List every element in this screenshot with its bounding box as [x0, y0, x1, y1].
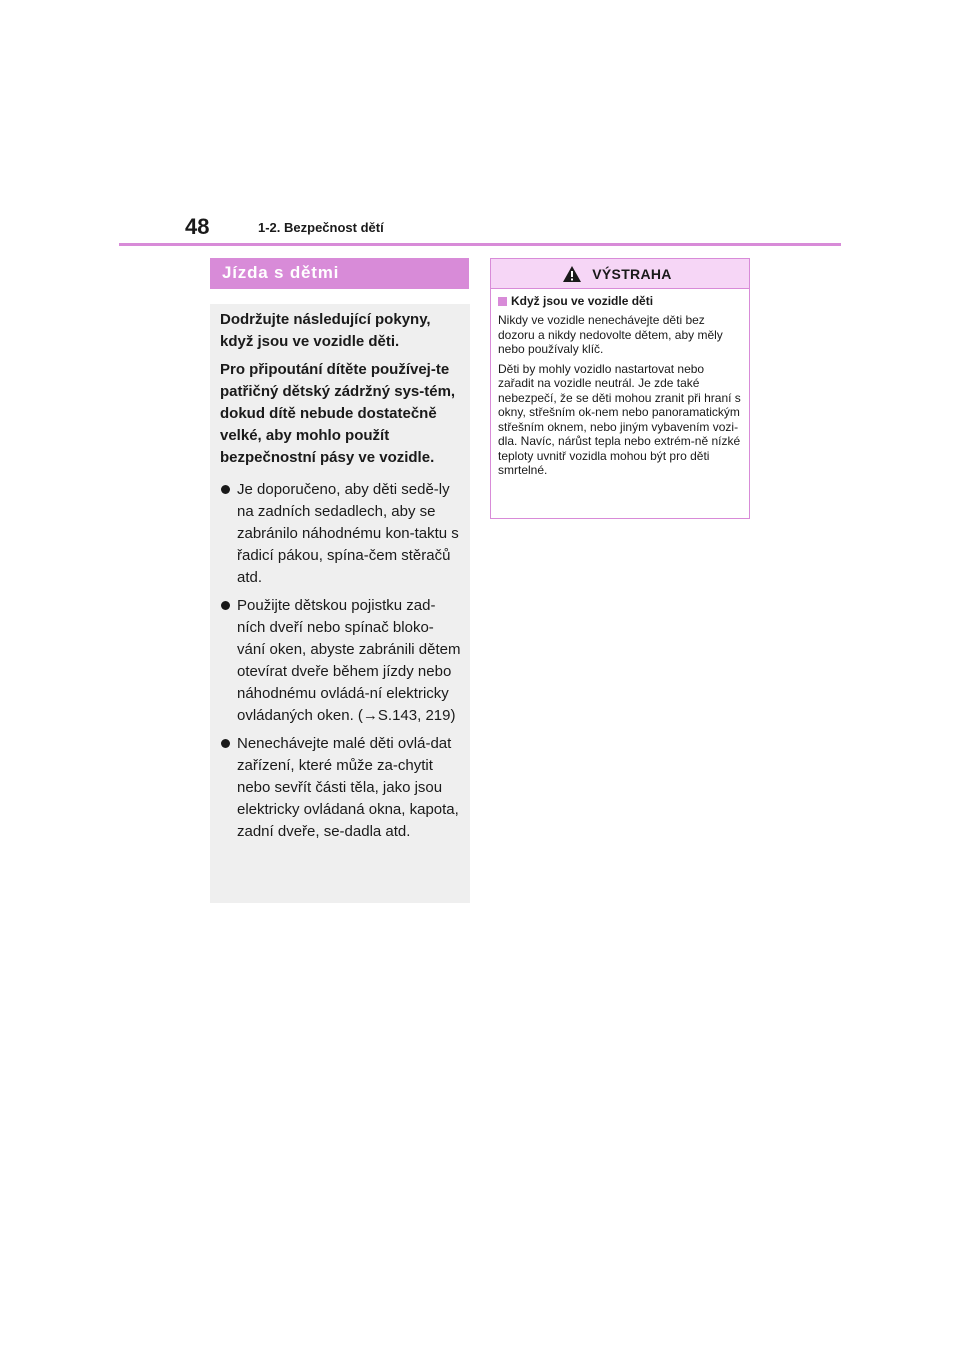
header-divider: [119, 243, 841, 246]
content-box: [210, 304, 470, 903]
list-item: [220, 479, 462, 589]
page-number: 48: [185, 214, 210, 239]
bullet-dot-icon: [221, 739, 230, 748]
warning-triangle-icon: [562, 265, 582, 283]
list-item-text: Nenechávejte malé děti ovlá-dat zařízení, které může za-chytit nebo sevřít části těla, jako jsou elektricky ovládaná okna, kapota, zadní dveře, se-dadla atd.: [237, 735, 459, 840]
main-section: [210, 258, 469, 903]
warning-subheading-text: Když jsou ve vozidle děti: [511, 294, 654, 308]
warning-paragraph: Nikdy ve vozidle nenechávejte děti bez dozoru a nikdy nedovolte dětem, aby měly nebo používaly klíč.: [498, 313, 723, 356]
bullet-dot-icon: [221, 601, 230, 610]
intro-text: [220, 309, 462, 469]
section-title: Jízda s dětmi: [210, 258, 469, 289]
intro-paragraph: Dodržujte následující pokyny, když jsou ve vozidle děti.: [220, 311, 431, 350]
warning-body: [491, 289, 749, 489]
square-bullet-icon: [498, 297, 507, 306]
list-item-text: Je doporučeno, aby děti sedě-ly na zadních sedadlech, aby se zabránilo náhodnému kon-taktu s řadicí pákou, spína-čem stěračů atd.: [237, 481, 459, 586]
section-header: 1-2. Bezpečnost dětí: [258, 220, 384, 235]
bullet-dot-icon: [221, 485, 230, 494]
warning-box: [490, 258, 750, 519]
list-item: [220, 595, 462, 727]
intro-paragraph: Pro připoutání dítěte používej-te patřičný dětský zádržný sys-tém, dokud dítě nebude dostatečně velké, aby mohlo použít bezpečnostní pásy ve vozidle.: [220, 361, 456, 466]
warning-paragraph: Děti by mohly vozidlo nastartovat nebo zařadit na vozidle neutrál. Je zde také nebezpečí, že se děti mohou zranit při hraní s okny, střešním ok-nem nebo panoramatickým střešním oknem, nebo jiným vybavením vozi-dla. Navíc, nárůst tepla nebo extrém-ně nízké teploty uvnitř vozidla mohou být pro děti smrtelné.: [498, 361, 741, 477]
warning-title: VÝSTRAHA: [592, 265, 672, 282]
bullet-list: [220, 479, 462, 843]
list-item: [220, 733, 462, 843]
warning-subheading: [498, 294, 743, 309]
list-item-text: Použijte dětskou pojistku zad-ních dveří nebo spínač bloko-vání oken, abyste zabránili dětem otevírat dveře během jízdy nebo náhodnému ovládá-ní elektricky ovládaných oken. (→S.143, 219): [237, 597, 461, 724]
warning-header: [491, 259, 749, 289]
